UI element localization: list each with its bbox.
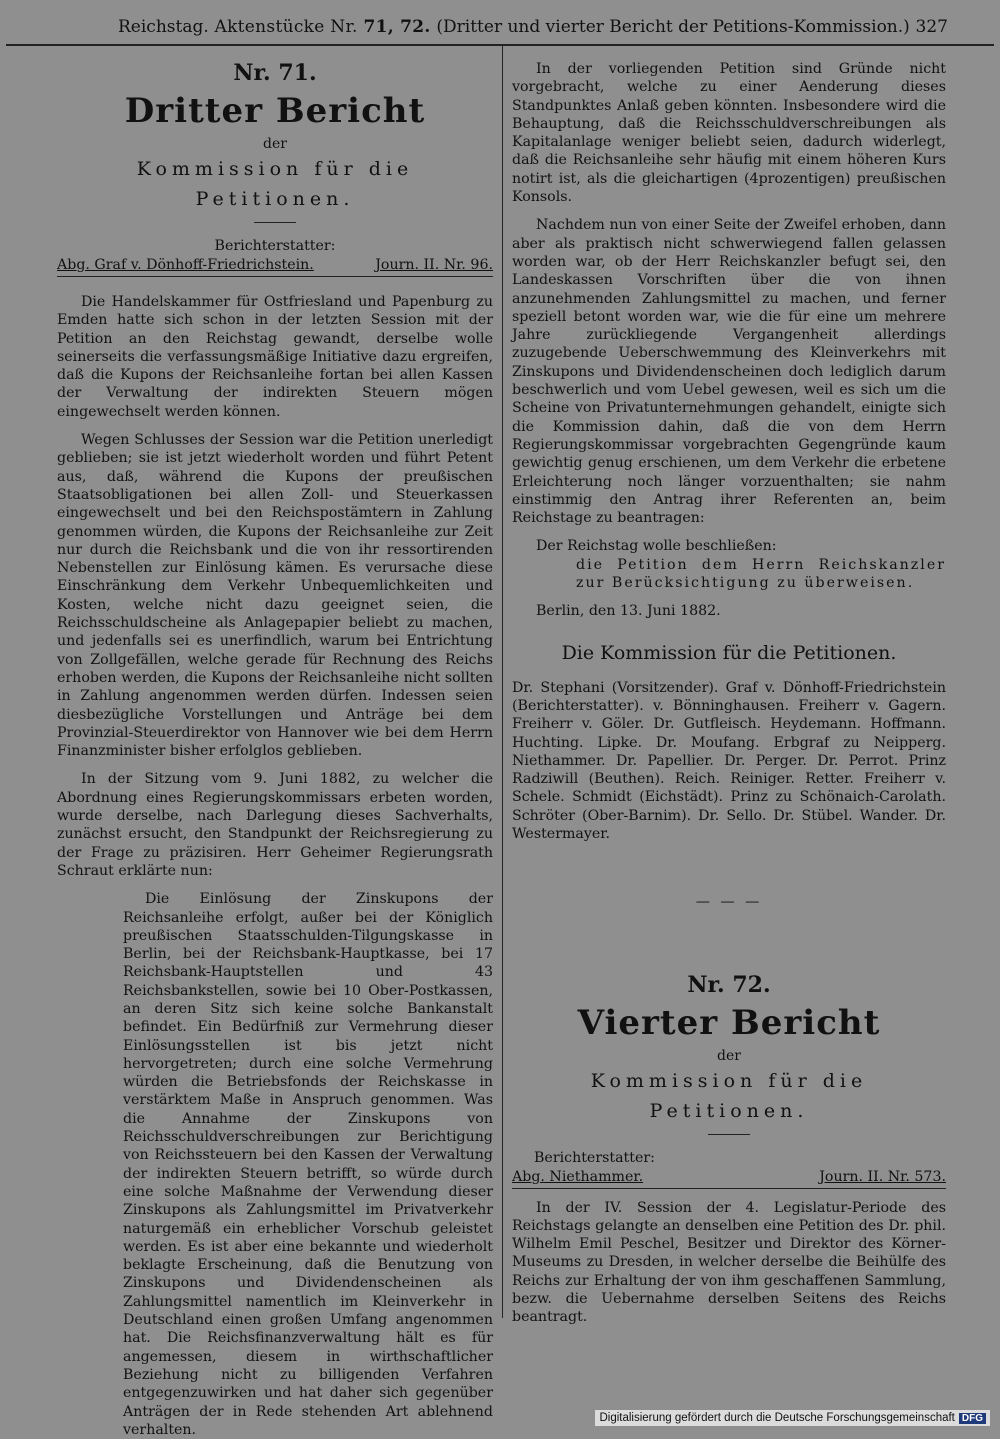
motion-text: die Petition dem Herrn Reichskanzler zur Berücksichtigung zu überweisen. xyxy=(576,556,946,592)
reporter-label: Berichterstatter: xyxy=(214,238,336,254)
footer-credit xyxy=(595,1410,990,1426)
report-title-71: Dritter Bericht xyxy=(124,91,426,131)
paragraph: In der vorliegenden Petition sind Gründe nicht vorgebracht, welche zu einer Aenderung dieses Standpunktes Anlaß geben könnten. Insbesondere wird die Behauptung, daß die Reichsschuldverschreibungen als Kapitalanlage weniger beliebt seien, dadurch widerlegt, daß die Reichsanleihe sehr häufig mit einem höheren Kurs notirt ist, als die gleichartigen (4prozentigen) preußischen Konsols. xyxy=(512,61,946,206)
commission-heading: Kommission für die Petitionen. xyxy=(136,158,414,210)
date-line: Berlin, den 13. Juni 1882. xyxy=(536,603,721,620)
header-prefix: Aktenstücke Nr. xyxy=(214,17,358,37)
dfg-logo-icon: DFG xyxy=(959,1413,986,1424)
motion-block xyxy=(576,556,946,593)
short-rule xyxy=(254,222,296,223)
journal-number: Journ. II. Nr. 573. xyxy=(819,1168,946,1185)
report-number-71: Nr. 71. xyxy=(233,60,317,86)
running-header xyxy=(118,12,948,42)
reporter-row xyxy=(57,256,493,277)
reporter-block xyxy=(512,1149,946,1189)
motion-intro: Der Reichstag wolle beschließen: xyxy=(536,538,777,555)
member-list: Dr. Stephani (Vorsitzender). Graf v. Dönhoff-Friedrichstein (Berichterstatter). v. Bönninghausen. Freiherr v. Gagern. Freiherr v. Göler. Dr. Gutfleisch. Heydemann. Hoffmann. Huchting. Lipke. Dr. Moufang. Erbgraf zu Neipperg. Niethammer. Dr. Papellier. Dr. Perger. Dr. Perrot. Prinz Radziwill (Beuthen). Reich. Reiniger. Retter. Freiherr v. Schele. Schmidt (Eichstädt). Prinz zu Schönaich-Carolath. Schröter (Ober-Barnim). Dr. Sello. Dr. Stübel. Wander. Dr. Westermayer. xyxy=(512,679,946,842)
der-label: der xyxy=(263,136,287,152)
section-separator: — — — xyxy=(695,894,763,911)
quoted-paragraph: Die Einlösung der Zinskupons der Reichsanleihe erfolgt, außer bei der Königlich preußischen Staatsschulden-Tilgungskasse in Berlin, bei der Reichsbank-Hauptkasse, bei 17 Reichsbank-Hauptstellen und 43 Reichsbankstellen, sowie bei 10 Ober-Postkassen, an deren Sitz sich keine solche Bankanstalt befindet. Ein Bedürfniß zur Vermehrung dieser Einlösungsstellen ist bis jetzt nicht hervorgetreten; durch eine solche Vermehrung würden die Betriebsfonds der Reichskasse in verstärktem Maße in Anspruch genommen. Was die Annahme der Zinskupons von Reichsschuldverschreibungen zur Berichtigung von Reichssteuern bei den Kassen der Verwaltung der indirekten Steuern betrifft, so würde durch eine solche Maßnahme der Verwendung dieser Zinskupons als Zahlungsmittel im Privatverkehr naturgemäß ein erheblicher Vorschub geleistet werden. Es ist aber eine bekannte und wiederholt beklagte Erscheinung, daß die Benutzung von Zinskupons und Dividendenscheinen als Zahlungsmittel namentlich im Kleinverkehr in Deutschland einen großen Umfang angenommen hat. Die Reichsfinanzverwaltung hält es für angemessen, diesem in wirthschaftlicher Beziehung nicht zu billigenden Verfahren entgegenzuwirken und hat daher sich gegenüber Anträgen der in Rede stehenden Art ablehnend verhalten. xyxy=(123,891,493,1438)
journal-number: Journ. II. Nr. 96. xyxy=(375,257,493,273)
right-column xyxy=(512,60,946,1327)
column-divider xyxy=(502,46,503,1318)
report-number-72: Nr. 72. xyxy=(687,971,771,998)
paragraph: In der IV. Session der 4. Legislatur-Periode des Reichstags gelangte an denselben eine Petition des Dr. phil. Wilhelm Emil Peschel, Besitzer und Direktor des Körner-Museums zu Dresden, in welcher derselbe die Beihülfe des Reichs zur Erhaltung der von ihm geschaffenen Sammlung, bezw. die Uebernahme derselben Seitens des Reichs beantragt. xyxy=(512,1199,946,1326)
quotation xyxy=(123,890,493,1439)
reporter-name: Abg. Niethammer. xyxy=(512,1168,644,1185)
paragraph: Nachdem nun von einer Seite der Zweifel erhoben, dann aber als praktisch nicht schwerwiegend fallen gelassen worden war, ob der Herr Reichskanzler befugt sei, den Landeskassen Vorschriften über die von ihnen anzunehmenden Zahlungsmittel zu machen, und ferner speziell betont worden war, wie die für eine um mehrere Jahre zurückliegende Vergangenheit allerdings zuzugebende Ueberschwemmung des Kleinverkehrs mit Zinskupons und Dividendenscheinen doch lediglich darum beschwerlich und vom Uebel gewesen, weil es sich um die Scheine von Privatunternehmungen gehandelt, einigte sich die Kommission dahin, daß die von dem Herrn Regierungskommissar vorgebrachten Gegengründe kaum gewichtig genug erschienen, um dem Verkehr die erbetene Erleichterung noch länger vorzuenthalten; sie nahm einstimmig den Antrag ihrer Referenten an, beim Reichstage zu beantragen: xyxy=(512,217,946,527)
footer-text: Digitalisierung gefördert durch die Deutsche Forschungsgemeinschaft xyxy=(599,1412,955,1424)
commission-signature: Die Kommission für die Petitionen. xyxy=(561,641,897,664)
header-suffix: (Dritter und vierter Bericht der Petitions-Kommission.) xyxy=(436,17,910,37)
paragraph: Wegen Schlusses der Session war die Petition unerledigt geblieben; sie ist jetzt wiederholt worden und führt Petent aus, daß, während die Kupons der preußischen Staatsobligationen bei allen Zoll- und Steuerkassen eingewechselt und bei den Reichspostämtern in Zahlung genommen würden, die Kupons der Reichsanleihe zur Zeit nur durch die Reichsbank und die von ihr ressortirenden Nebenstellen zur Einlösung kämen. Es verursache diese Einschränkung dem Verkehr Unbequemlichkeiten und Kosten, welche nicht dazu geeignet seien, die Reichsschuldscheine als Anlagepapier beliebt zu machen, und jedenfalls sei es unerfindlich, warum bei Entrichtung von Zollgefällen, welche gerade für Rechnung des Reichs erhoben werden, die Kupons der Reichsanleihe nicht sollten in Zahlung angenommen werden dürfen. Indessen seien diesbezügliche Vorstellungen und Anträge bei dem Provinzial-Steuerdirektor von Hannover wie bei dem Herrn Finanzminister bisher erfolglos geblieben. xyxy=(57,432,493,760)
header-middle xyxy=(215,17,431,37)
short-rule xyxy=(708,1134,750,1135)
header-left: Reichstag. xyxy=(118,17,209,37)
left-column xyxy=(57,58,493,1439)
page-number: 327 xyxy=(915,17,948,37)
reporter-label: Berichterstatter: xyxy=(534,1149,655,1166)
commission-heading: Kommission für die Petitionen. xyxy=(590,1069,868,1122)
header-rule xyxy=(6,44,994,46)
reporter-row xyxy=(512,1168,946,1189)
paragraph: In der Sitzung vom 9. Juni 1882, zu welcher die Abordnung eines Regierungskommissars erbeten worden, wurde derselbe, nach Darlegung dieses Sachverhalts, zunächst ersucht, den Standpunkt der Reichsregierung zu der Frage zu präzisiren. Herr Geheimer Regierungsrath Schraut erklärte nun: xyxy=(57,771,493,879)
report-title-72: Vierter Bericht xyxy=(577,1002,881,1043)
paragraph: Die Handelskammer für Ostfriesland und Papenburg zu Emden hatte sich schon in der letzten Session mit der Petition an den Reichstag gewandt, derselbe wolle seinerseits die verfassungsmäßige Initiative dazu ergreifen, daß die Kupons der Reichsanleihe fortan bei allen Kassen der Verwaltung der indirekten Steuern mögen eingewechselt werden können. xyxy=(57,294,493,420)
reporter-name: Abg. Graf v. Dönhoff-Friedrichstein. xyxy=(57,257,314,273)
header-numbers: 71, 72. xyxy=(363,17,431,37)
der-label: der xyxy=(717,1047,741,1064)
reporter-block xyxy=(57,237,493,277)
